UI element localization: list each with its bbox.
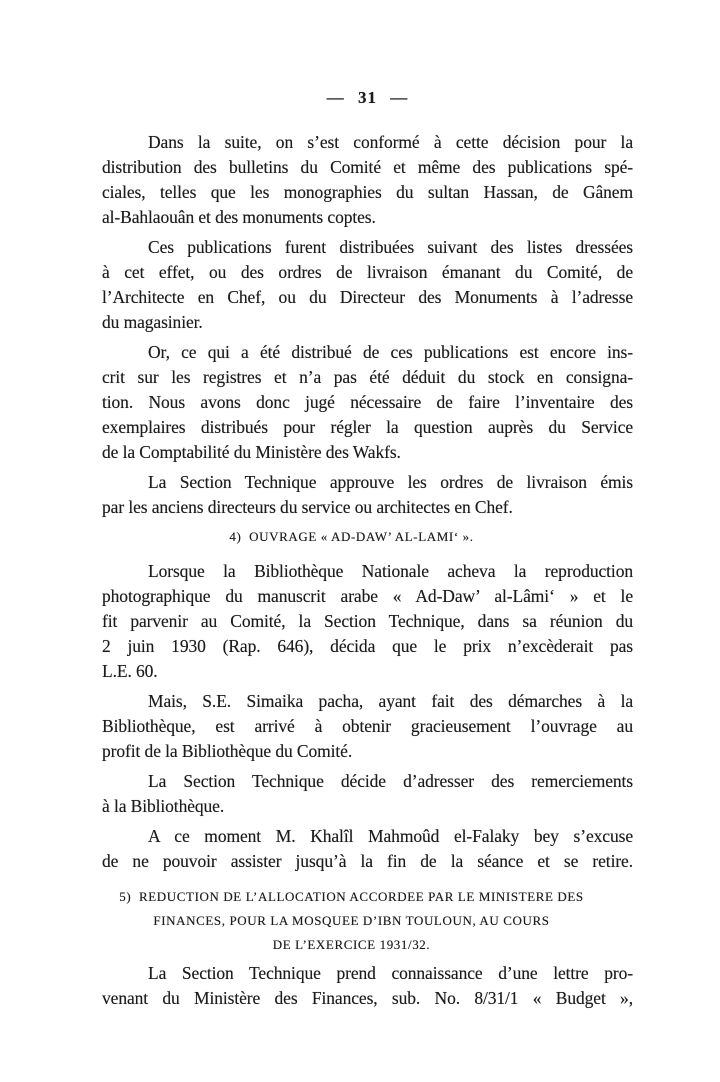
paragraph-line: 2 juin 1930 (Rap. 646), décida que le prix n’excèderait pas [102,636,633,656]
page-content [102,88,633,1016]
paragraph-line: ciales, telles que les monographies du sultan Hassan, de Gânem [102,182,633,202]
paragraph-line: photographique du manuscrit arabe « Ad-Daw’ al-Lâmi‘ » et le [102,586,633,606]
paragraph [102,235,633,335]
paragraph-line: de ne pouvoir assister jusqu’à la fin de la séance et se retire. [102,851,633,871]
paragraph-line: La Section Technique approuve les ordres de livraison émis [148,472,633,492]
paragraph-line: L.E. 60. [102,661,158,681]
paragraph-line: par les anciens directeurs du service ou architectes en Chef. [102,497,513,517]
paragraph-line: al-Bahlaouân et des monuments coptes. [102,207,376,227]
paragraph-line: La Section Technique prend connaissance d’une lettre pro- [148,963,633,983]
paragraph-line: à cet effet, ou des ordres de livraison émanant du Comité, de [102,262,633,282]
paragraph-line: Or, ce qui a été distribué de ces publications est encore ins- [148,342,633,362]
text-blocks [102,130,633,1011]
paragraph-line: Dans la suite, on s’est conformé à cette décision pour la [148,132,633,152]
paragraph [102,340,633,465]
section-heading [102,885,601,957]
heading-line: 5) REDUCTION DE L’ALLOCATION ACCORDEE PAR LE MINISTERE DES [119,889,584,904]
heading-line: FINANCES, POUR LA MOSQUEE D’IBN TOULOUN, AU COURS [153,913,550,928]
page-number: — 31 — [326,88,409,107]
paragraph-line: Mais, S.E. Simaika pacha, ayant fait des démarches à la [148,691,633,711]
paragraph-line: Lorsque la Bibliothèque Nationale acheva la reproduction [148,561,633,581]
paragraph-line: de la Comptabilité du Ministère des Wakfs. [102,442,401,462]
heading-line: DE L’EXERCICE 1931/32. [272,937,431,952]
paragraph-line: distribution des bulletins du Comité et même des publications spé- [102,157,633,177]
paragraph-line: Bibliothèque, est arrivé à obtenir gracieusement l’ouvrage au [102,716,633,736]
paragraph [102,689,633,764]
paragraph-line: crit sur les registres et n’a pas été déduit du stock en consigna- [102,367,633,387]
paragraph [102,824,633,874]
paragraph-line: fit parvenir au Comité, la Section Technique, dans sa réunion du [102,611,633,631]
paragraph [102,961,633,1011]
paragraph-line: Ces publications furent distribuées suivant des listes dressées [148,237,633,257]
paragraph [102,769,633,819]
section-heading [102,527,601,547]
paragraph-line: à la Bibliothèque. [102,796,225,816]
paragraph-line: du magasinier. [102,312,203,332]
paragraph-line: profit de la Bibliothèque du Comité. [102,741,353,761]
paragraph-line: La Section Technique décide d’adresser des remerciements [148,771,633,791]
paragraph [102,559,633,684]
heading-line: 4) OUVRAGE « AD-DAW’ AL-LAMI‘ ». [229,529,474,544]
paragraph-line: A ce moment M. Khalîl Mahmoûd el-Falaky bey s’excuse [148,826,633,846]
paragraph [102,470,633,520]
paragraph [102,130,633,230]
paragraph-line: exemplaires distribués pour régler la question auprès du Service [102,417,633,437]
paragraph-line: tion. Nous avons donc jugé nécessaire de faire l’inventaire des [102,392,633,412]
paragraph-line: venant du Ministère des Finances, sub. No. 8/31/1 « Budget », [102,988,633,1008]
paragraph-line: l’Architecte en Chef, ou du Directeur des Monuments à l’adresse [102,287,633,307]
